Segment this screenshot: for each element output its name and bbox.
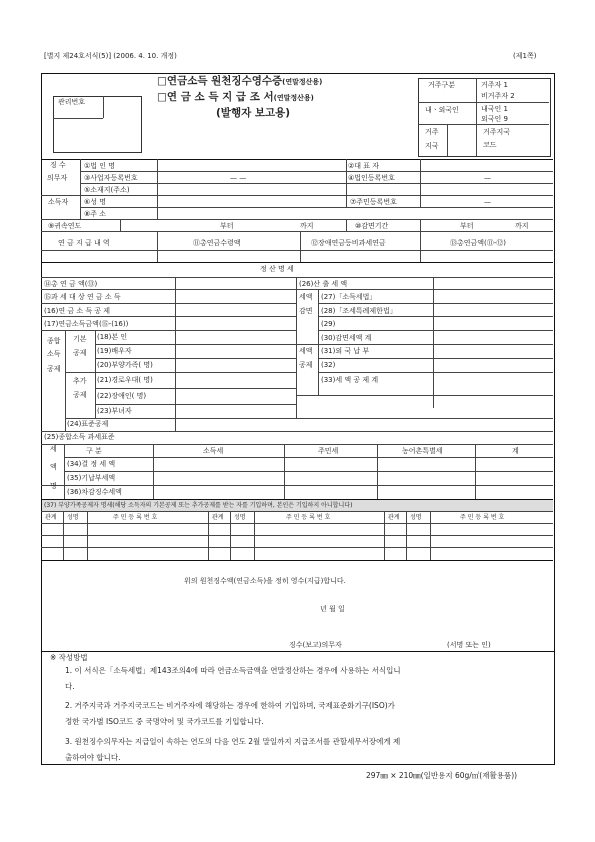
country-label: 거주 bbox=[425, 128, 439, 136]
foreign-option[interactable]: 외국인 9 bbox=[481, 115, 508, 123]
tax-details-label-3: 명 bbox=[50, 482, 57, 490]
nationality-label: 내ㆍ외국인 bbox=[425, 106, 459, 114]
income-tax-header: 소득세 bbox=[203, 447, 224, 455]
tax-credit-label-1: 세액 bbox=[299, 347, 313, 355]
taxable-pension-income: ⑮과 세 대 상 연 금 소 득 bbox=[44, 293, 121, 301]
tax-details-label-2: 액 bbox=[50, 463, 57, 471]
special-tax-reduction: (28)「조세특례제한법」 bbox=[321, 307, 397, 315]
pension-income-amount: (17)연금소득금액(⑮-(16)) bbox=[44, 320, 129, 328]
prepaid-tax-row: (35)기납부세액 bbox=[67, 474, 116, 482]
withholder-signature-label: 징수(보고)의무자 bbox=[289, 641, 342, 649]
dependent-id-header-1: 주 민 등 록 번 호 bbox=[113, 514, 158, 521]
domestic-option[interactable]: 내국인 1 bbox=[481, 105, 508, 113]
withholder-label: 징 수 bbox=[50, 161, 66, 169]
credit-total: (33)세 액 공 제 계 bbox=[321, 376, 379, 384]
basic-deduction-label-1: 기본 bbox=[73, 335, 87, 343]
tax-reduction-label-1: 세액 bbox=[299, 293, 313, 301]
corp-reg-label: ④법인등록번호 bbox=[348, 174, 395, 182]
country-label-2: 지국 bbox=[425, 142, 439, 150]
extra-deduction-label-1: 추가 bbox=[73, 377, 87, 385]
instruction-3: 3. 원천징수의무자는 지급일이 속하는 연도의 다음 연도 2월 말일까지 지급조서를 관할세무서장에게 제 bbox=[65, 737, 401, 746]
residence-type-label: 거주구분 bbox=[428, 81, 456, 89]
rural-tax-header: 농어촌특별세 bbox=[402, 447, 443, 455]
reduction-period-label: ⑩감면기간 bbox=[355, 222, 389, 230]
settlement-title: 정 산 명 세 bbox=[260, 265, 294, 273]
dependent-name-header-1: 성명 bbox=[67, 514, 79, 521]
instruction-2-cont: 정한 국가별 ISO코드 중 국명약어 및 국가코드를 기입합니다. bbox=[65, 717, 264, 726]
from-label-2: 부터 bbox=[460, 222, 474, 230]
income-tax-act-reduction: (27)「소득세법」 bbox=[321, 293, 377, 301]
business-reg-field[interactable]: — — bbox=[230, 174, 247, 182]
female-head-deduction: (23)부녀자 bbox=[97, 407, 132, 415]
instruction-1-cont: 다. bbox=[65, 682, 75, 691]
dependent-id-header-2: 주 민 등 록 번 호 bbox=[286, 514, 331, 521]
attribution-year-label: ⑨귀속연도 bbox=[48, 222, 82, 230]
corp-reg-field[interactable]: — bbox=[484, 174, 491, 182]
nonresident-option[interactable]: 비거주자 2 bbox=[481, 92, 515, 100]
company-name-label: ①법 인 명 bbox=[84, 162, 116, 170]
foreign-tax-credit: (31)외 국 납 부 bbox=[321, 347, 370, 355]
resident-number-label: ⑦주민등록번호 bbox=[350, 198, 397, 206]
earner-name-label: ⑥성 명 bbox=[84, 198, 107, 206]
to-label-2: 까지 bbox=[515, 222, 529, 230]
country-code-label-2: 코드 bbox=[483, 141, 497, 149]
dependents-note: (37) 부양가족공제자 명세(해당 소득자의 기본공제 또는 추가공제를 받는 자를 기입하며, 본인은 기입하지 아니합니다) bbox=[44, 502, 353, 509]
combined-deduction-label-3: 공제 bbox=[47, 365, 61, 373]
tax-details-label-1: 세 bbox=[50, 445, 57, 453]
to-label: 까지 bbox=[300, 222, 314, 230]
tax-base: (25)종합소득 과세표준 bbox=[44, 433, 115, 441]
category-header: 구 분 bbox=[86, 447, 102, 455]
dependent-name-header-2: 성명 bbox=[234, 514, 246, 521]
extra-deduction-label-2: 공제 bbox=[73, 391, 87, 399]
reduction-total: (30)감면세액 계 bbox=[321, 334, 372, 342]
instructions-title: ※ 작성방법 bbox=[50, 653, 88, 662]
total-pension-received-header: ⑪총연금수령액 bbox=[193, 239, 241, 247]
resident-number-field[interactable]: — bbox=[484, 198, 491, 206]
combined-deduction-label-2: 소득 bbox=[47, 350, 61, 358]
management-number-label: 관리번호 bbox=[58, 98, 86, 106]
instruction-1: 1. 이 서식은「소득세법」제143조의4에 따라 연금소득금액을 연말정산하는 경우에 사용하는 서식입니 bbox=[65, 666, 401, 675]
combined-deduction-label-1: 종합 bbox=[47, 337, 61, 345]
spouse-deduction: (19)배우자 bbox=[97, 347, 132, 355]
receipt-statement: 위의 원천징수액(연금소득)을 정히 영수(지급)합니다. bbox=[184, 577, 346, 585]
credit-other: (32) bbox=[321, 361, 336, 369]
resident-option[interactable]: 거주자 1 bbox=[481, 81, 508, 89]
from-label: 부터 bbox=[220, 222, 234, 230]
form-number: [별지 제24호서식(5)] (2006. 4. 10. 개정) bbox=[44, 52, 177, 60]
computed-tax: (26)산 출 세 액 bbox=[299, 280, 348, 288]
reduction-other: (29) bbox=[321, 320, 336, 328]
disabled-deduction: (22)장애인( 명) bbox=[97, 392, 147, 400]
determined-tax-row: (34)결 정 세 액 bbox=[67, 460, 116, 468]
dependent-id-header-3: 주 민 등 록 번 호 bbox=[460, 514, 505, 521]
dependent-name-header-3: 성명 bbox=[410, 514, 422, 521]
dependent-relation-header-3: 관계 bbox=[388, 514, 400, 521]
total-pension-header: ⑬총연금액(⑪-⑫) bbox=[450, 239, 507, 247]
nontaxable-pension-header: ⑫장애연금등비과세연금 bbox=[311, 239, 386, 247]
net-collected-tax-row: (36)차감징수세액 bbox=[67, 488, 122, 496]
tax-credit-label-2: 공제 bbox=[299, 361, 313, 369]
basic-deduction-label-2: 공제 bbox=[73, 349, 87, 357]
signature-field[interactable]: (서명 또는 인) bbox=[447, 641, 491, 649]
instruction-2: 2. 거주지국과 거주지국코드는 비거주자에 해당하는 경우에 한하여 기입하며, 국제표준화기구(ISO)가 bbox=[65, 701, 395, 710]
earner-label: 소득자 bbox=[48, 198, 69, 206]
dependent-relation-header-1: 관계 bbox=[45, 514, 57, 521]
withholder-label-2: 의무자 bbox=[47, 174, 68, 182]
page-number: (제1쪽) bbox=[513, 52, 537, 60]
total-pension-amount: ⑭총 연 금 액(⑬) bbox=[44, 280, 98, 288]
tax-reduction-label-2: 감면 bbox=[299, 307, 313, 315]
country-code-label: 거주지국 bbox=[483, 128, 511, 136]
pension-payment-label: 연 금 지 급 내 역 bbox=[58, 239, 110, 247]
total-header: 계 bbox=[512, 447, 519, 455]
address-label: ⑤소재지(주소) bbox=[84, 186, 130, 194]
receipt-date[interactable]: 년 월 일 bbox=[320, 605, 345, 613]
elderly-deduction: (21)경로우대( 명) bbox=[97, 376, 153, 384]
title-line3: (발행자 보고용) bbox=[216, 107, 291, 119]
title-line2: □연 금 소 득 지 급 조 서(연말정산용) bbox=[157, 91, 314, 103]
pension-income-deduction: (16)연 금 소 득 공 제 bbox=[44, 307, 111, 315]
self-deduction: (18)본 인 bbox=[97, 333, 128, 341]
title-line1: □연금소득 원천징수영수증(연말정산용) bbox=[157, 75, 323, 87]
dependent-relation-header-2: 관계 bbox=[212, 514, 224, 521]
dependents-deduction: (20)부양가족( 명) bbox=[97, 361, 153, 369]
instruction-3-cont: 출하여야 합니다. bbox=[65, 753, 121, 762]
representative-label: ②대 표 자 bbox=[348, 162, 380, 170]
standard-deduction: (24)표준공제 bbox=[67, 420, 109, 428]
earner-address-label: ⑧주 소 bbox=[84, 210, 107, 218]
resident-tax-header: 주민세 bbox=[318, 447, 339, 455]
business-reg-label: ③사업자등록번호 bbox=[84, 174, 138, 182]
paper-spec: 297㎜ × 210㎜(일반용지 60g/㎡(재활용품)) bbox=[366, 771, 518, 780]
